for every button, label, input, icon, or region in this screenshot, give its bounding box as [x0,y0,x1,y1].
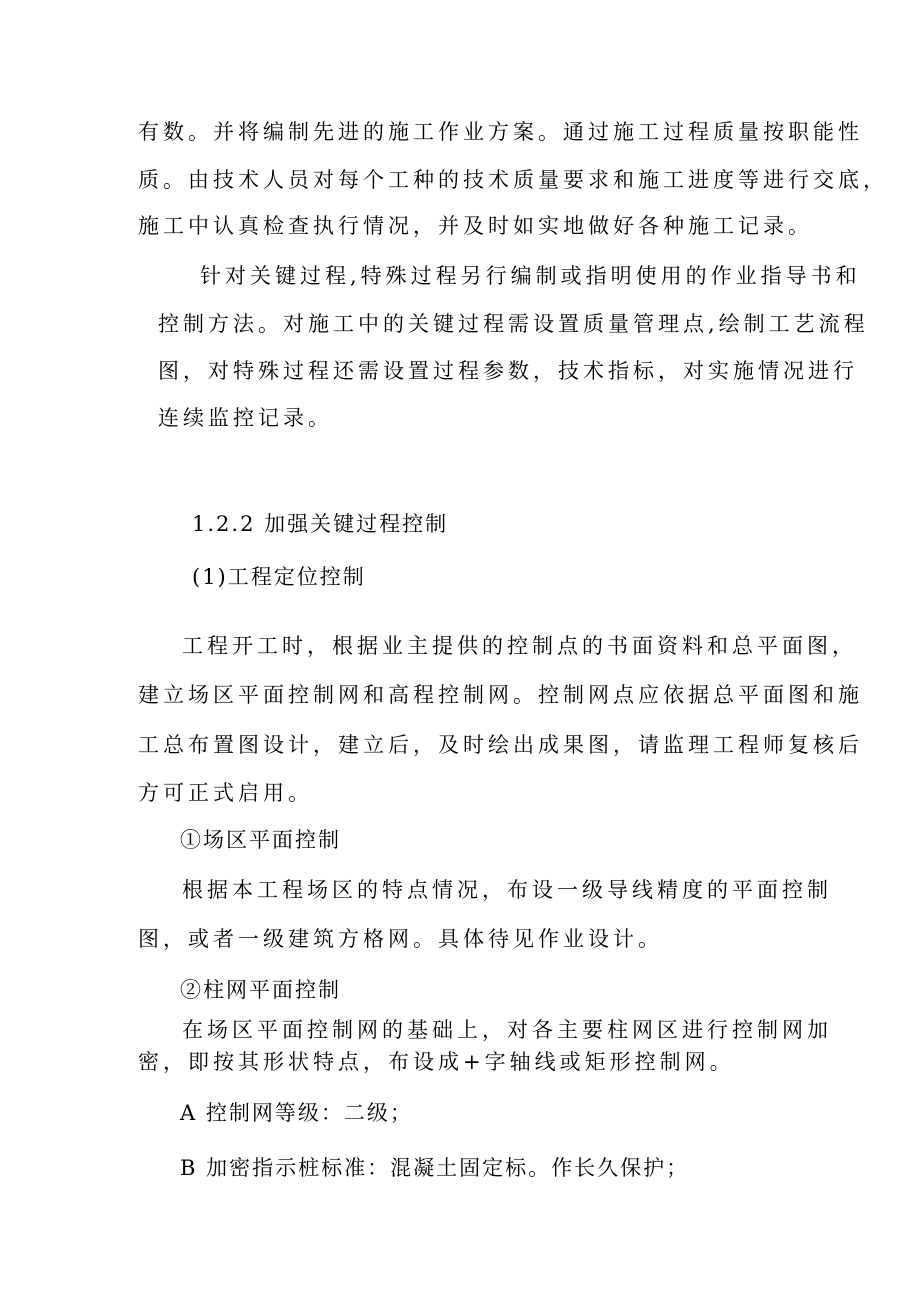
paragraph-2-line-4: 连续监控记录。 [158,406,333,430]
paragraph-3-line-1: 工程开工时，根据业主提供的控制点的书面资料和总平面图， [182,634,857,658]
item-b-pile-standard: B 加密指示桩标准：混凝土固定标。作长久保护； [180,1156,690,1180]
paragraph-2-line-2: 控制方法。对施工中的关键过程需设置质量管理点,绘制工艺流程 [158,312,869,336]
paragraph-4-line-2: 图，或者一级建筑方格网。具体待见作业设计。 [138,927,663,951]
paragraph-3-line-2: 建立场区平面控制网和高程控制网。控制网点应依据总平面图和施 [138,683,863,707]
paragraph-3-line-3: 工总布置图设计，建立后，及时绘出成果图，请监理工程师复核后 [138,733,863,757]
subheading-project-positioning: (1)工程定位控制 [192,565,366,589]
subheading-column-grid-control: ②柱网平面控制 [180,978,341,1002]
item-a-control-grid-level: A 控制网等级：二级； [180,1101,413,1125]
paragraph-5-line-1: 在场区平面控制网的基础上，对各主要柱网区进行控制网加 [182,1018,832,1042]
paragraph-1-line-1: 有数。并将编制先进的施工作业方案。通过施工过程质量按职能性 [138,120,863,144]
section-heading: 1.2.2 加强关键过程控制 [192,512,449,536]
paragraph-4-line-1: 根据本工程场区的特点情况，布设一级导线精度的平面控制 [182,878,832,902]
paragraph-2-line-3: 图，对特殊过程还需设置过程参数，技术指标，对实施情况进行 [158,359,858,383]
paragraph-1-line-3: 施工中认真检查执行情况，并及时如实地做好各种施工记录。 [138,214,813,238]
paragraph-5-line-2: 密，即按其形状特点，布设成+字轴线或矩形控制网。 [138,1050,735,1074]
subheading-site-plane-control: ①场区平面控制 [180,828,341,852]
paragraph-1-line-2: 质。由技术人员对每个工种的技术质量要求和施工进度等进行交底， [138,168,888,192]
paragraph-2-line-1: 针对关键过程,特殊过程另行编制或指明使用的作业指导书和 [200,264,861,288]
paragraph-3-line-4: 方可正式启用。 [138,781,313,805]
